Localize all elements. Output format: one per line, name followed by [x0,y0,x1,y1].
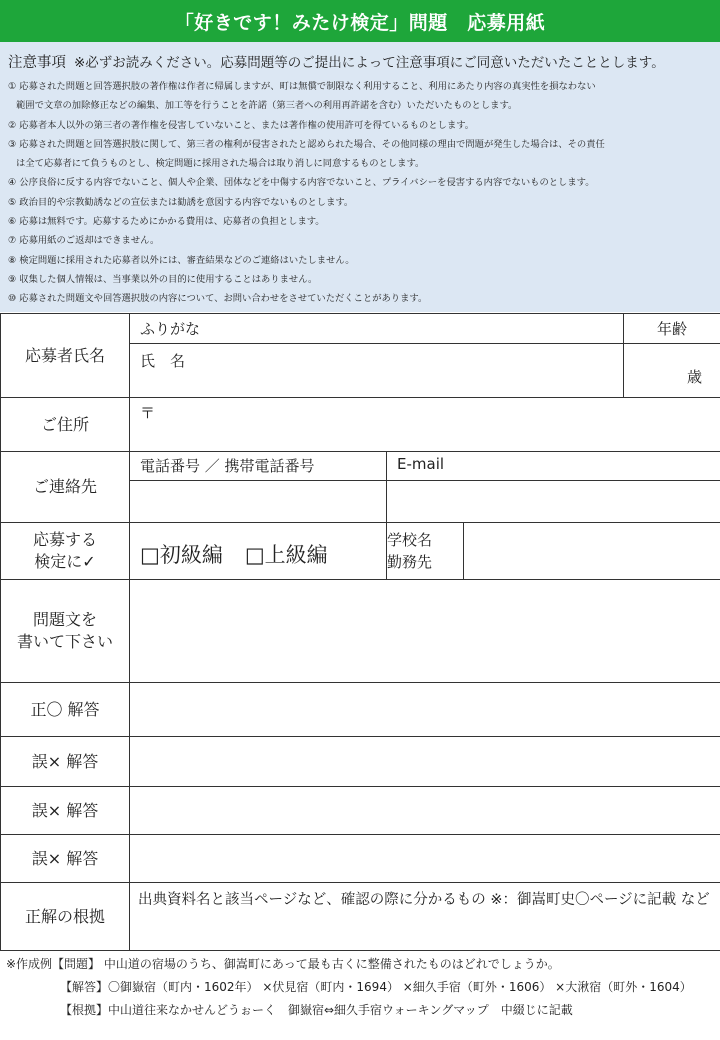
age-unit: 歳 [687,368,703,386]
wrong-answer-field-3[interactable] [130,835,720,883]
level-label-line1: 応募する [32,530,97,549]
example-question: ※作成例【問題】 中山道の宿場のうち、御嵩町にあって最も古くに整備されたものはどれでしょうか。 [6,957,560,971]
notes-section [0,42,720,312]
question-label-line1: 問題文を [32,610,97,629]
note-item: ⑨ 収集した個人情報は、当事業以外の目的に使用することはありません。 [8,273,318,285]
level-label [1,523,130,580]
wrong-answer-label-3: 誤× 解答 [1,835,130,883]
example-basis: 【根拠】中山道往来なかせんどうぉーく 御嶽宿⇔細久手宿ウォーキングマップ 中綴じに記載 [60,1003,573,1017]
level-label-line2: 検定に✓ [34,552,96,571]
form-title: 「好きです！みたけ検定」問題 応募用紙 [0,0,720,42]
note-item: ④ 公序良俗に反する内容でないこと、個人や企業、団体などを中傷する内容でないこと、プライバシーを侵害する内容でないものとします。 [8,177,595,189]
school-label-line1: 学校名 [387,531,433,549]
note-item: 範囲で文章の加除修正などの編集、加工等を行うことを許諾（第三者への利用再許諾を含む）いただいたものとします。 [16,100,518,112]
name-label: 氏 名 [140,352,186,370]
address-label: ご住所 [1,398,130,452]
furigana-field[interactable] [130,314,624,344]
wrong-answer-label-1: 誤× 解答 [1,737,130,787]
note-item: ⑤ 政治目的や宗教勧誘などの宣伝または勧誘を意図する内容でないものとします。 [8,196,354,208]
correct-answer-field[interactable] [130,683,720,737]
question-field[interactable] [130,580,720,683]
furigana-label: ふりがな [140,320,201,338]
contact-label: ご連絡先 [1,452,130,523]
school-field[interactable] [464,523,720,580]
note-item: ⑦ 応募用紙のご返却はできません。 [8,235,160,247]
wrong-answer-field-1[interactable] [130,737,720,787]
note-item: ⑥ 応募は無料です。応募するためにかかる費用は、応募者の負担とします。 [8,216,325,228]
email-header [387,452,720,481]
note-item: ② 応募者本人以外の第三者の著作権を侵害していないこと、または著作権の使用許可を得ているものとします。 [8,119,475,131]
basis-label: 正解の根拠 [1,883,130,951]
name-field[interactable] [130,344,624,398]
advanced-checkbox[interactable]: □上級編 [244,543,328,567]
example-section [6,953,720,1022]
school-label-line2: 勤務先 [387,553,433,571]
notes-heading-sub: ※必ずお読みください。応募問題等のご提出によって注意事項にご同意いただいたこととします。 [74,55,665,71]
correct-answer-label: 正〇 解答 [1,683,130,737]
note-item: は全て応募者にて負うものとし、検定問題に採用された場合は取り消しに同意するものとします。 [16,158,425,170]
note-item: ③ 応募された問題と回答選択肢に関して、第三者の権利が侵害されたと認められた場合、その他同様の理由で問題が発生した場合は、その責任 [8,138,605,150]
age-label: 年齢 [624,314,720,344]
note-item: ① 応募された問題と回答選択肢の著作権は作者に帰属しますが、町は無償で制限なく利用すること、利用にあたり内容の真実性を損なわない [8,81,596,92]
basis-field[interactable] [130,883,720,951]
question-label-line2: 書いて下さい [16,632,113,651]
phone-field[interactable] [130,481,387,523]
age-field[interactable] [624,344,720,398]
email-field[interactable] [387,481,720,523]
beginner-checkbox[interactable]: □初級編 [140,543,223,567]
notes-list [8,77,710,309]
example-answer: 【解答】〇御嶽宿（町内・1602年） ×伏見宿（町内・1694） ×細久手宿（町外・1606） ×大湫宿（町外・1604） [60,980,692,994]
wrong-answer-label-2: 誤× 解答 [1,787,130,835]
note-item: ⑧ 検定問題に採用された応募者以外には、審査結果などのご連絡はいたしません。 [8,254,355,266]
note-item: ⑩ 応募された問題文や回答選択肢の内容について、お問い合わせをさせていただくことがあります。 [8,293,428,305]
phone-label: 電話番号 ／ 携帯電話番号 [140,457,315,475]
applicant-name-label: 応募者氏名 [1,314,130,398]
address-field[interactable] [130,398,720,452]
notes-heading [8,51,710,72]
wrong-answer-field-2[interactable] [130,787,720,835]
level-options [130,523,387,580]
email-label: E-mail [397,455,445,473]
question-label [1,580,130,683]
application-form-table [0,313,720,951]
postal-mark: 〒 [140,404,156,422]
notes-heading-label: 注意事項 [8,55,66,71]
school-label [387,523,464,580]
phone-header [130,452,387,481]
basis-hint: 出典資料名と該当ページなど、確認の際に分かるもの ※：御嵩町史〇ページに記載 など [138,892,710,908]
